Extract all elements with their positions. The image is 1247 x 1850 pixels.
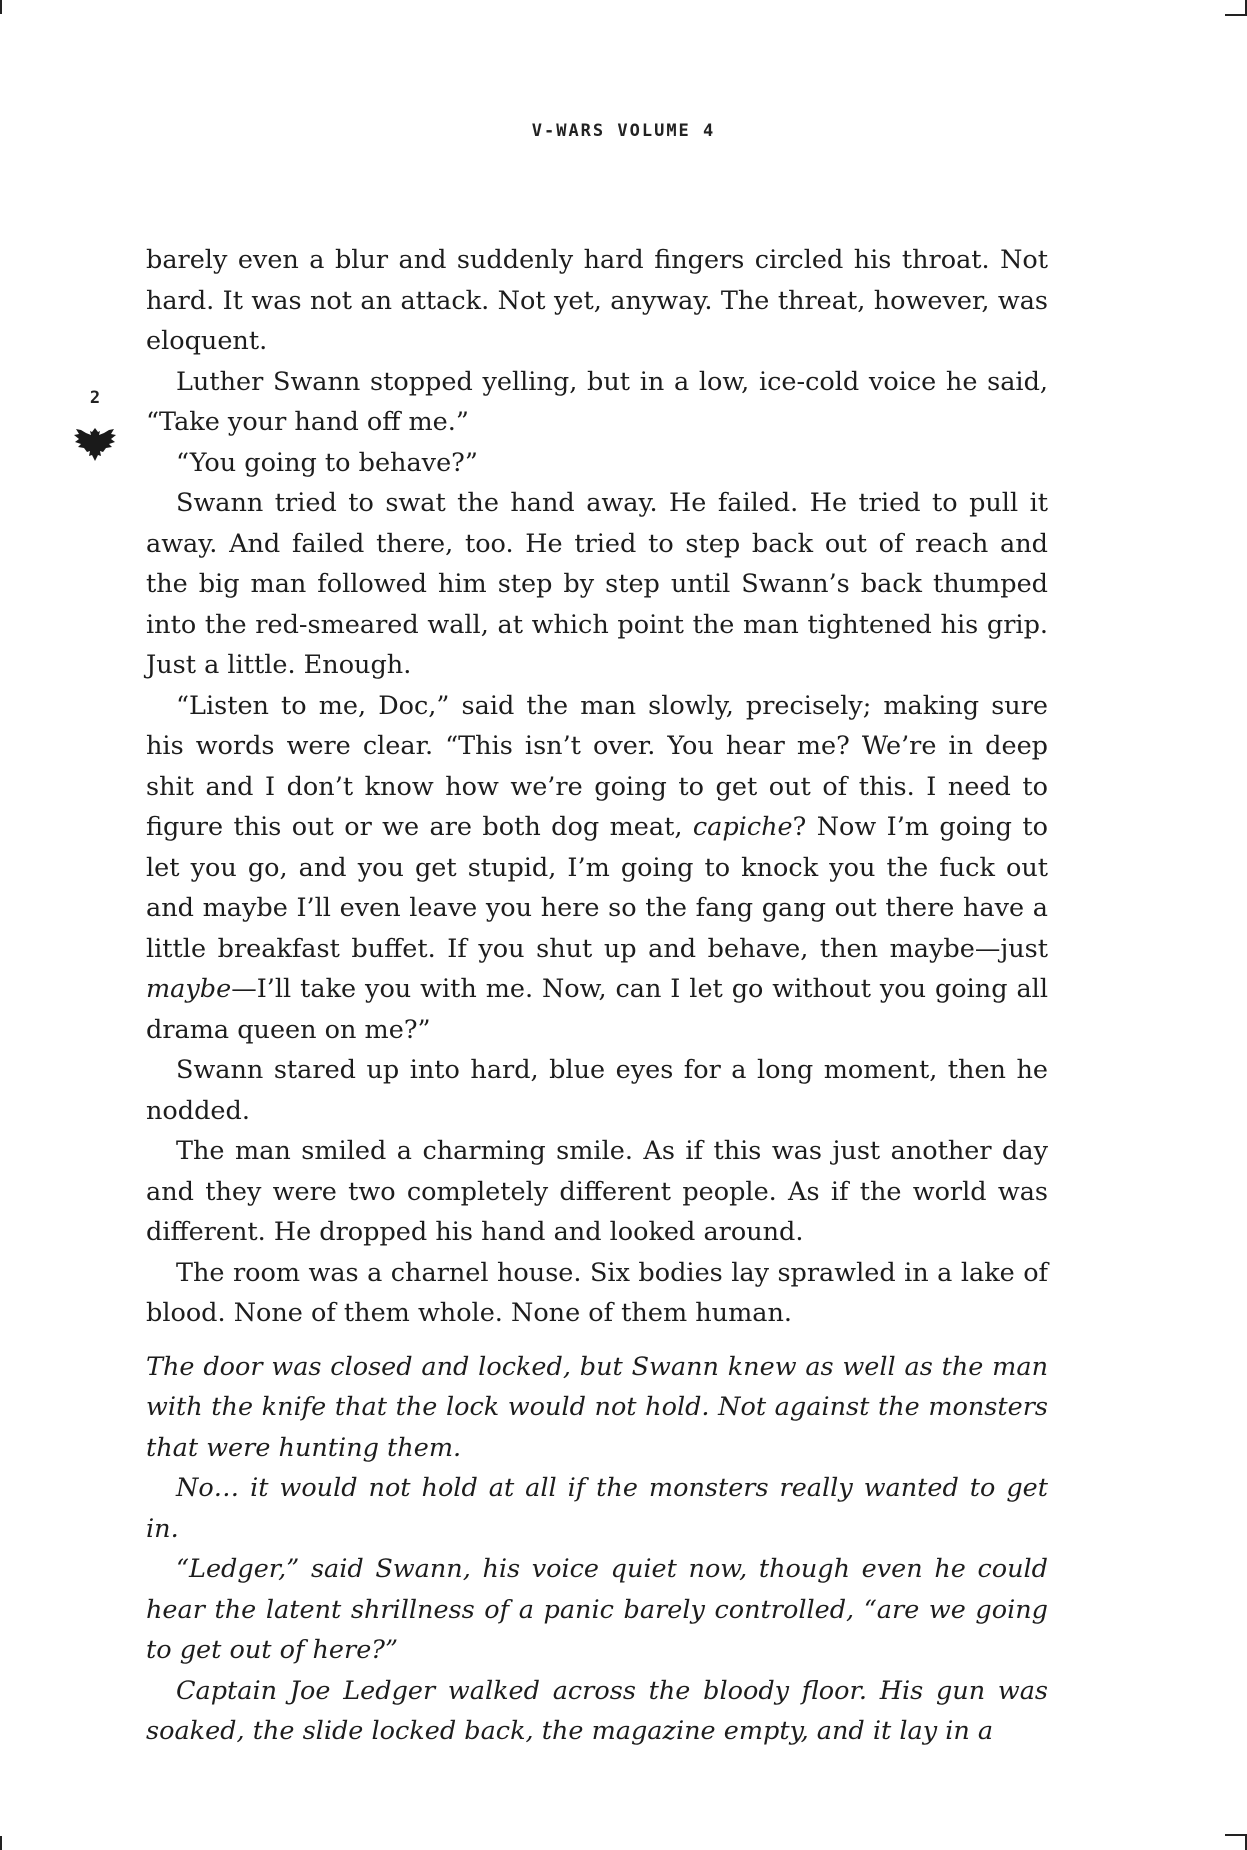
paragraph: The room was a charnel house. Six bodies lay sprawled in a lake of blood. None of them whole. None of them human. bbox=[146, 1257, 1048, 1328]
eagle-emblem-icon bbox=[73, 425, 117, 463]
paragraph-text: “Listen to me, Doc,” said the man slowly, precisely; making sure his words were clear. “This isn’t over. You hear me? We’re in deep shit and I don’t know how we’re going to get out of this. I need to figure this out or we are both dog meat, bbox=[146, 690, 1048, 842]
running-head: V-WARS VOLUME 4 bbox=[531, 121, 716, 141]
crop-mark-bottom-right-h bbox=[1225, 1834, 1247, 1836]
italic-paragraph: “Ledger,” said Swann, his voice quiet now, though even he could hear the latent shrillness of a panic barely controlled, “are we going to get out of here?” bbox=[146, 1554, 1048, 1665]
page-number: 2 bbox=[89, 388, 101, 408]
paragraph-text: —I’ll take you with me. Now, can I let go without you going all drama queen on me?” bbox=[146, 974, 1048, 1045]
paragraph: The man smiled a charming smile. As if this was just another day and they were two completely different people. As if the world was different. He dropped his hand and looked around. bbox=[146, 1136, 1048, 1247]
paragraph: Luther Swann stopped yelling, but in a low, ice-cold voice he said, “Take your hand off me.” bbox=[146, 366, 1048, 437]
italic-paragraph: No… it would not hold at all if the monsters really wanted to get in. bbox=[146, 1473, 1048, 1544]
paragraph: barely even a blur and suddenly hard fingers circled his throat. Not hard. It was not an attack. Not yet, anyway. The threat, however, was eloquent. bbox=[146, 245, 1048, 356]
italic-paragraph: The door was closed and locked, but Swann knew as well as the man with the knife that the lock would not hold. Not against the monsters that were hunting them. bbox=[146, 1351, 1048, 1463]
crop-mark-bottom-left bbox=[0, 1836, 2, 1850]
crop-mark-top-right-h bbox=[1225, 14, 1247, 16]
paragraph: Swann tried to swat the hand away. He failed. He tried to pull it away. And failed there, too. He tried to step back out of reach and the big man followed him step by step until Swann’s back thumped into the red-smeared wall, at which point the man tightened his grip. Just a little. Enough. bbox=[146, 488, 1048, 680]
emphasis-text: capiche bbox=[692, 812, 793, 842]
paragraph: “You going to behave?” bbox=[176, 447, 478, 478]
paragraph-text: ? Now I’m going to let you go, and you get stupid, I’m going to knock you the fuck out and maybe I’ll even leave you here so the fang gang out there have a little breakfast buffet. If you shut up and behave, then maybe—just bbox=[146, 812, 1048, 964]
body-text bbox=[146, 240, 1048, 1752]
paragraph bbox=[146, 686, 1048, 1051]
paragraph: Swann stared up into hard, blue eyes for a long moment, then he nodded. bbox=[146, 1055, 1048, 1126]
italic-paragraph: Captain Joe Ledger walked across the bloody floor. His gun was soaked, the slide locked back, the magazine empty, and it lay in a bbox=[146, 1675, 1048, 1746]
crop-mark-top-left bbox=[0, 0, 2, 14]
emphasis-text: maybe bbox=[146, 974, 232, 1004]
